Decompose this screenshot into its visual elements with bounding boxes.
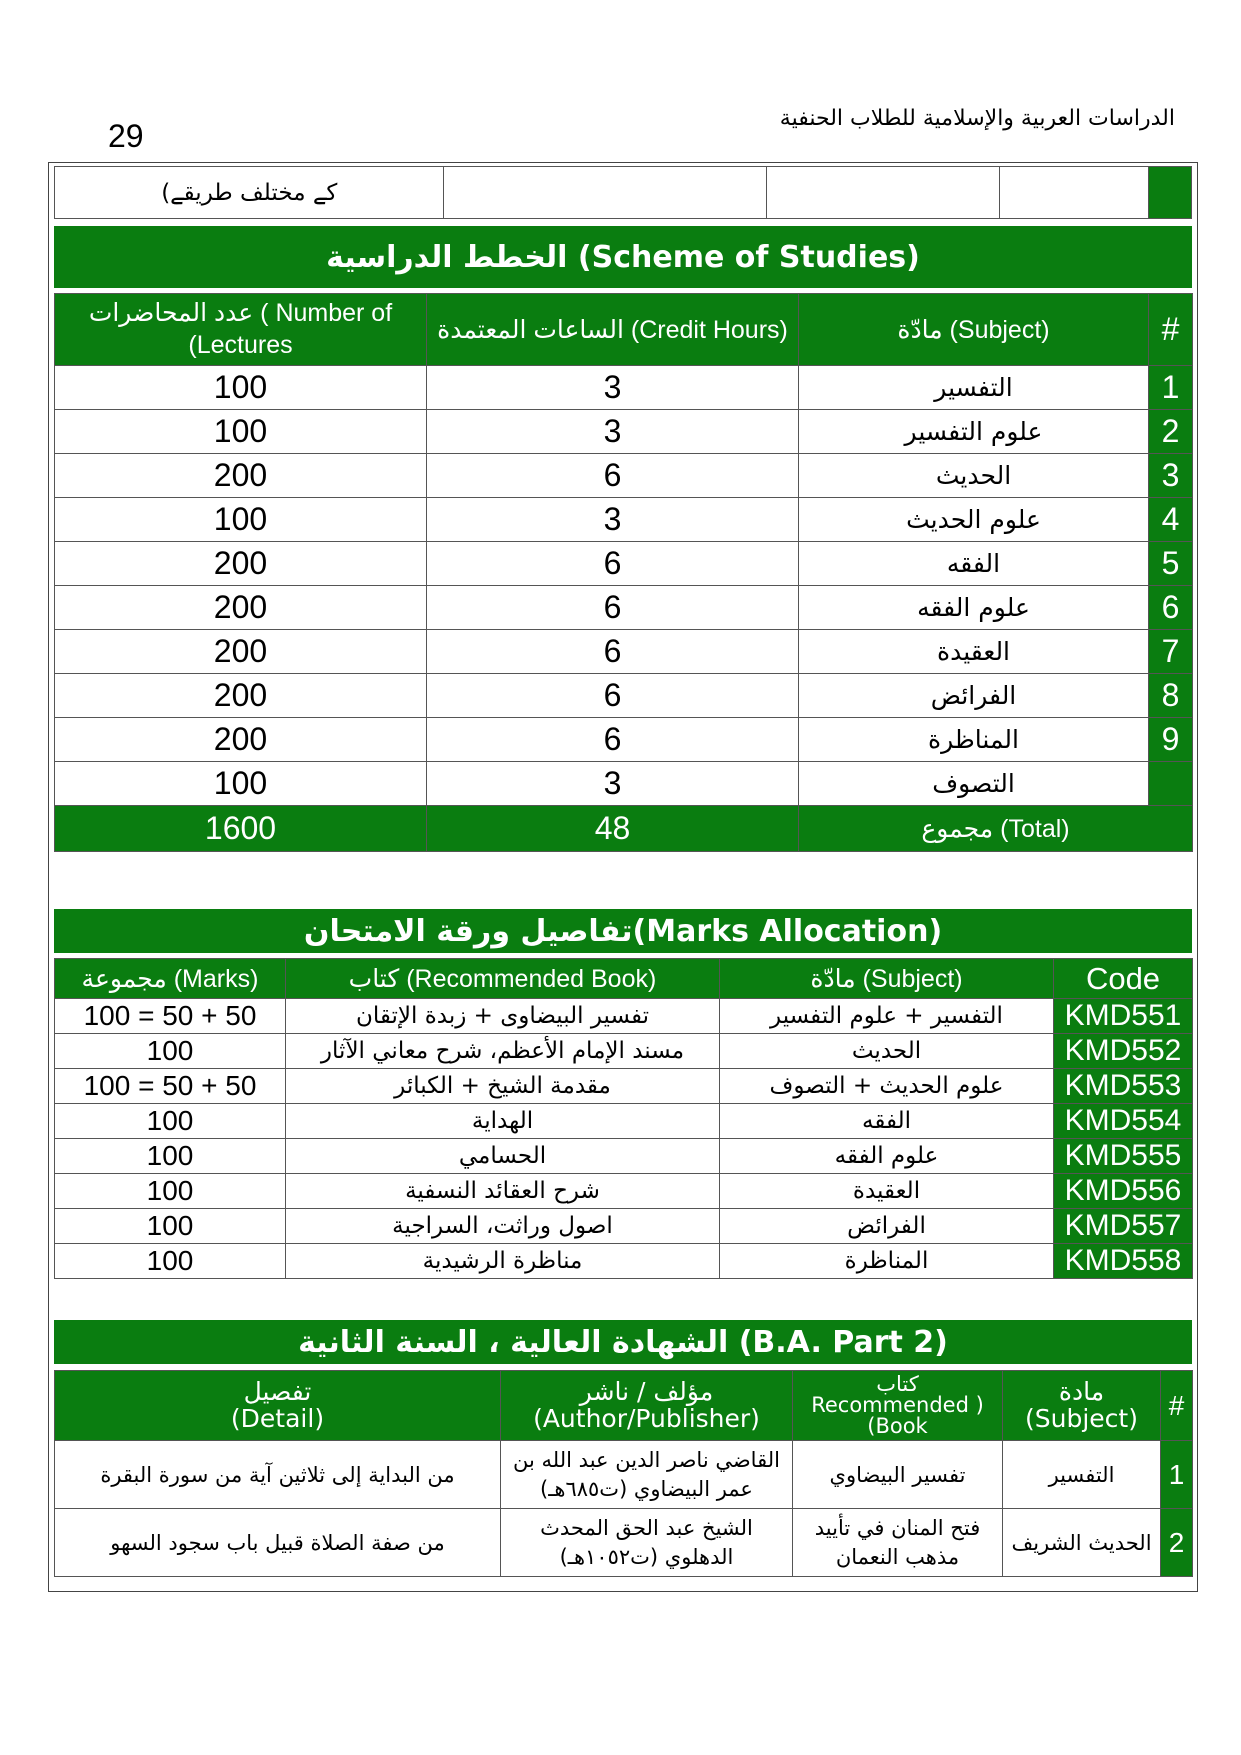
- subject-cell: الفرائض: [720, 1209, 1054, 1244]
- code-cell: KMD554: [1054, 1104, 1193, 1139]
- book-cell: الهداية: [286, 1104, 720, 1139]
- subject-header: (Subject) مادّة: [720, 959, 1054, 999]
- index-cell: 1: [1149, 366, 1193, 410]
- index-cell: 2: [1161, 1509, 1193, 1577]
- index-cell: 5: [1149, 542, 1193, 586]
- subject-cell: المناظرة: [720, 1244, 1054, 1279]
- table-row: [55, 1174, 1193, 1209]
- marks-cell: 100: [55, 1139, 286, 1174]
- top-row: [54, 166, 1192, 219]
- code-cell: KMD553: [1054, 1069, 1193, 1104]
- subject-cell: العقيدة: [799, 630, 1149, 674]
- book-cell: اصول وراثت، السراجية: [286, 1209, 720, 1244]
- code-header: Code: [1054, 959, 1193, 999]
- author-header: مؤلف / ناشر (Author/Publisher): [501, 1371, 793, 1441]
- top-row-cell: [1149, 167, 1192, 219]
- subject-cell: الفرائض: [799, 674, 1149, 718]
- lectures-cell: 100: [55, 410, 427, 454]
- credit-hours-cell: 6: [427, 630, 799, 674]
- ba-table: [54, 1370, 1192, 1577]
- total-credit-hours: 48: [427, 806, 799, 852]
- marks-cell: 100 = 50 + 50: [55, 1069, 286, 1104]
- marks-cell: 100: [55, 1244, 286, 1279]
- scheme-table: [54, 293, 1192, 852]
- subject-cell: علوم الحديث + التصوف: [720, 1069, 1054, 1104]
- lectures-cell: 100: [55, 366, 427, 410]
- table-row: [55, 498, 1193, 542]
- lectures-cell: 200: [55, 630, 427, 674]
- marks-cell: 100: [55, 1104, 286, 1139]
- table-row: [55, 630, 1193, 674]
- book-cell: فتح المنان في تأييد مذهب النعمان: [793, 1509, 1003, 1577]
- page-number: 29: [108, 118, 144, 154]
- index-cell: 2: [1149, 410, 1193, 454]
- index-cell: 4: [1149, 498, 1193, 542]
- marks-cell: 100 = 50 + 50: [55, 999, 286, 1034]
- marks-table: [54, 958, 1192, 1279]
- index-cell: 9: [1149, 718, 1193, 762]
- marks-header: (Marks) مجموعة: [55, 959, 286, 999]
- credit-hours-cell: 6: [427, 718, 799, 762]
- book-cell: الحسامي: [286, 1139, 720, 1174]
- lectures-cell: 100: [55, 762, 427, 806]
- table-row: [55, 366, 1193, 410]
- table-row: [55, 1034, 1193, 1069]
- subject-cell: الفقه: [720, 1104, 1054, 1139]
- book-cell: مناظرة الرشيدية: [286, 1244, 720, 1279]
- page-header: الدراسات العربية والإسلامية للطلاب الحنفية: [779, 106, 1175, 131]
- subject-cell: علوم التفسير: [799, 410, 1149, 454]
- subject-cell: الحديث: [720, 1034, 1054, 1069]
- top-row-cell: [444, 167, 767, 219]
- book-header: كتاب Recommended ) (Book: [793, 1371, 1003, 1441]
- subject-cell: العقيدة: [720, 1174, 1054, 1209]
- table-row: [55, 674, 1193, 718]
- credit-hours-cell: 3: [427, 762, 799, 806]
- code-cell: KMD555: [1054, 1139, 1193, 1174]
- credit-hours-cell: 6: [427, 674, 799, 718]
- book-header: (Recommended Book) كتاب: [286, 959, 720, 999]
- table-row: [55, 999, 1193, 1034]
- subject-header: مادة (Subject): [1003, 1371, 1161, 1441]
- credit-hours-header: (Credit Hours) الساعات المعتمدة: [427, 294, 799, 366]
- top-row-cell: [1000, 167, 1149, 219]
- table-row: [55, 718, 1193, 762]
- table-row: [55, 762, 1193, 806]
- lectures-cell: 200: [55, 674, 427, 718]
- subject-cell: التفسير: [799, 366, 1149, 410]
- subject-cell: علوم الفقه: [720, 1139, 1054, 1174]
- index-cell: 3: [1149, 454, 1193, 498]
- subject-cell: علوم الفقه: [799, 586, 1149, 630]
- credit-hours-cell: 3: [427, 410, 799, 454]
- subject-cell: التصوف: [799, 762, 1149, 806]
- credit-hours-cell: 6: [427, 586, 799, 630]
- table-row: [55, 454, 1193, 498]
- book-cell: مسند الإمام الأعظم، شرح معاني الآثار: [286, 1034, 720, 1069]
- author-cell: القاضي ناصر الدين عبد الله بن عمر البيضاوي (ت٦٨٥هـ): [501, 1441, 793, 1509]
- index-cell: [1149, 762, 1193, 806]
- book-cell: شرح العقائد النسفية: [286, 1174, 720, 1209]
- table-row: [55, 1104, 1193, 1139]
- total-row: [55, 806, 1193, 852]
- table-row: [55, 1441, 1193, 1509]
- subject-cell: الحديث الشريف: [1003, 1509, 1161, 1577]
- code-cell: KMD558: [1054, 1244, 1193, 1279]
- code-cell: KMD557: [1054, 1209, 1193, 1244]
- book-cell: مقدمة الشيخ + الكبائر: [286, 1069, 720, 1104]
- table-row: [55, 1139, 1193, 1174]
- table-row: [55, 1209, 1193, 1244]
- book-cell: تفسير البيضاوى + زبدة الإتقان: [286, 999, 720, 1034]
- detail-cell: من البداية إلى ثلاثين آية من سورة البقرة: [55, 1441, 501, 1509]
- subject-cell: علوم الحديث: [799, 498, 1149, 542]
- code-cell: KMD551: [1054, 999, 1193, 1034]
- lectures-cell: 200: [55, 718, 427, 762]
- marks-cell: 100: [55, 1034, 286, 1069]
- marks-cell: 100: [55, 1174, 286, 1209]
- total-label: (Total) مجموع: [799, 806, 1193, 852]
- author-cell: الشيخ عبد الحق المحدث الدهلوي (ت١٠٥٢هـ): [501, 1509, 793, 1577]
- code-cell: KMD556: [1054, 1174, 1193, 1209]
- subject-cell: الفقه: [799, 542, 1149, 586]
- table-row: [55, 410, 1193, 454]
- top-row-cell: [767, 167, 1000, 219]
- index-header: #: [1161, 1371, 1193, 1441]
- table-row: [55, 1509, 1193, 1577]
- lectures-cell: 200: [55, 454, 427, 498]
- index-header: #: [1149, 294, 1193, 366]
- detail-cell: من صفة الصلاة قبيل باب سجود السهو: [55, 1509, 501, 1577]
- lectures-header: Number of ) عدد المحاضرات (Lectures: [55, 294, 427, 366]
- total-lectures: 1600: [55, 806, 427, 852]
- book-cell: تفسير البيضاوي: [793, 1441, 1003, 1509]
- index-cell: 7: [1149, 630, 1193, 674]
- index-cell: 8: [1149, 674, 1193, 718]
- subject-cell: الحديث: [799, 454, 1149, 498]
- detail-header: تفصيل (Detail): [55, 1371, 501, 1441]
- table-row: [55, 1069, 1193, 1104]
- table-row: [55, 586, 1193, 630]
- subject-cell: المناظرة: [799, 718, 1149, 762]
- scheme-title: (Scheme of Studies) الخطط الدراسية: [54, 226, 1192, 288]
- lectures-cell: 100: [55, 498, 427, 542]
- ba-title: (B.A. Part 2) الشهادة العالية ، السنة الثانية: [54, 1320, 1192, 1364]
- code-cell: KMD552: [1054, 1034, 1193, 1069]
- subject-header: (Subject) مادّة: [799, 294, 1149, 366]
- marks-cell: 100: [55, 1209, 286, 1244]
- credit-hours-cell: 6: [427, 542, 799, 586]
- table-row: [55, 1244, 1193, 1279]
- subject-cell: التفسير: [1003, 1441, 1161, 1509]
- lectures-cell: 200: [55, 542, 427, 586]
- lectures-cell: 200: [55, 586, 427, 630]
- credit-hours-cell: 3: [427, 498, 799, 542]
- index-cell: 1: [1161, 1441, 1193, 1509]
- marks-title: (Marks Allocation)تفاصيل ورقة الامتحان: [54, 909, 1192, 953]
- top-row-text: کے مختلف طریقے): [55, 167, 444, 219]
- table-row: [55, 542, 1193, 586]
- index-cell: 6: [1149, 586, 1193, 630]
- credit-hours-cell: 3: [427, 366, 799, 410]
- subject-cell: التفسير + علوم التفسير: [720, 999, 1054, 1034]
- credit-hours-cell: 6: [427, 454, 799, 498]
